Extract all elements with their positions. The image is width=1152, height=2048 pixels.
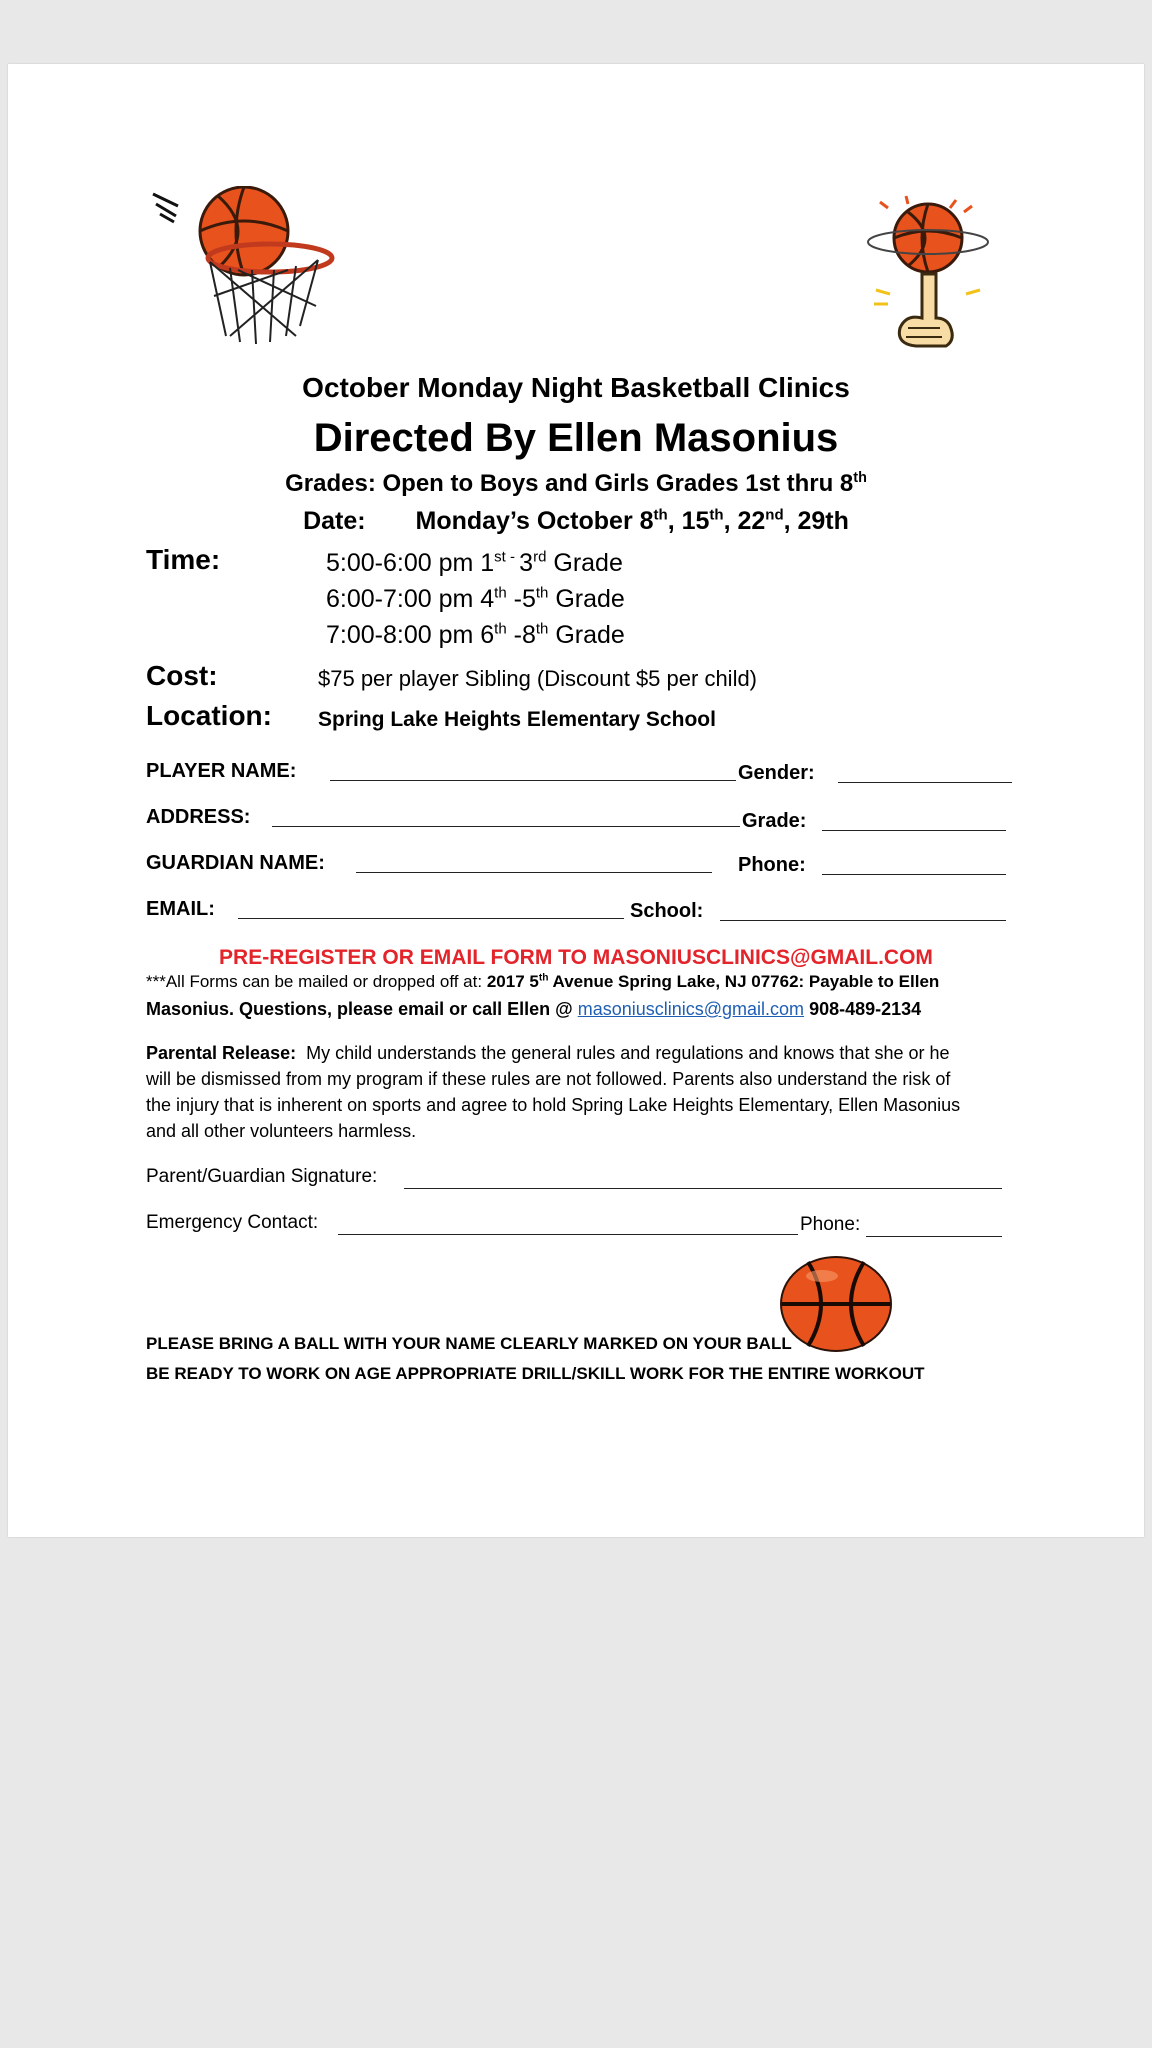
emergency-contact-label: Emergency Contact: xyxy=(146,1212,319,1233)
gender-field[interactable] xyxy=(838,782,1012,783)
contact-phone: 908-489-2134 xyxy=(809,999,922,1019)
questions-text: Masonius. Questions, please email or call Ellen @ xyxy=(146,999,573,1019)
emergency-phone-label: Phone: xyxy=(800,1214,861,1235)
basketball-icon xyxy=(778,1254,894,1354)
school-field[interactable] xyxy=(720,920,1006,921)
date-sup-3: nd xyxy=(765,506,784,524)
schedule-time: 7:00-8:00 pm 6 xyxy=(326,621,495,649)
guardian-name-label: GUARDIAN NAME: xyxy=(146,852,325,874)
emergency-contact-field[interactable] xyxy=(338,1234,798,1235)
schedule-sup: th xyxy=(535,584,549,602)
schedule-sup: rd xyxy=(533,548,547,566)
mail-info-prefix: ***All Forms can be mailed or dropped off at: xyxy=(146,972,483,991)
grades-text: Open to Boys and Girls Grades 1st thru 8 xyxy=(382,470,854,497)
date-line xyxy=(0,507,1152,536)
schedule-mid: -5 xyxy=(506,585,536,613)
schedule-sup: th xyxy=(535,620,549,638)
schedule-grade: Grade xyxy=(546,549,623,577)
mail-info-line-1 xyxy=(146,972,939,992)
parent-signature-field[interactable] xyxy=(404,1188,1002,1189)
release-text-1: My child understands the general rules and regulations and knows that she or he xyxy=(306,1043,950,1063)
schedule-row-2 xyxy=(326,585,625,614)
email-link[interactable]: masoniusclinics@gmail.com xyxy=(577,999,805,1019)
release-line-1 xyxy=(146,1040,1026,1066)
mail-info-line-2 xyxy=(146,999,921,1020)
date-2: , 15 xyxy=(667,507,710,535)
footer-line-1: PLEASE BRING A BALL WITH YOUR NAME CLEARLY MARKED ON YOUR BALL xyxy=(146,1334,792,1353)
schedule-time: 5:00-6:00 pm 1 xyxy=(326,549,495,577)
cost-label: Cost: xyxy=(146,660,218,691)
date-label: Date: xyxy=(303,507,366,535)
date-sup-2: th xyxy=(709,506,724,524)
phone-label: Phone: xyxy=(738,854,806,876)
release-line-4: and all other volunteers harmless. xyxy=(146,1121,417,1141)
date-prefix: Monday’s October 8 xyxy=(415,507,654,535)
mail-address-a: 2017 5 xyxy=(486,972,539,991)
location-value: Spring Lake Heights Elementary School xyxy=(318,708,716,731)
phone-field[interactable] xyxy=(822,874,1006,875)
mail-address-b: Avenue Spring Lake, NJ 07762: Payable to Ellen xyxy=(548,972,940,991)
clinic-title: October Monday Night Basketball Clinics xyxy=(302,372,850,403)
email-label: EMAIL: xyxy=(146,898,215,920)
schedule-row-1 xyxy=(326,549,623,578)
gender-label: Gender: xyxy=(738,762,815,784)
emergency-phone-field[interactable] xyxy=(866,1236,1002,1237)
release-line-2: will be dismissed from my program if these rules are not followed. Parents also understand the risk of xyxy=(146,1069,951,1089)
schedule-sup: th xyxy=(494,584,507,602)
player-name-field[interactable] xyxy=(330,780,736,781)
preregister-banner: PRE-REGISTER OR EMAIL FORM TO MASONIUSCLINICS@GMAIL.COM xyxy=(219,946,933,969)
guardian-name-field[interactable] xyxy=(356,872,712,873)
address-label: ADDRESS: xyxy=(146,806,251,828)
basketball-hoop-icon xyxy=(148,186,338,346)
footer-line-2: BE READY TO WORK ON AGE APPROPRIATE DRILL/SKILL WORK FOR THE ENTIRE WORKOUT xyxy=(146,1364,925,1383)
schedule-mid: -8 xyxy=(506,621,536,649)
schedule-row-3 xyxy=(326,621,625,650)
grades-sup: th xyxy=(853,470,867,486)
grade-label: Grade: xyxy=(742,810,807,832)
mail-address-sup: th xyxy=(538,972,549,984)
grade-field[interactable] xyxy=(822,830,1006,831)
schedule-sup: st - xyxy=(494,548,520,566)
date-3: , 22 xyxy=(723,507,766,535)
director-heading: Directed By Ellen Masonius xyxy=(313,416,839,460)
spinning-basketball-finger-icon xyxy=(856,194,996,354)
date-4: , 29th xyxy=(783,507,849,535)
schedule-grade: Grade xyxy=(548,585,625,613)
grades-line xyxy=(0,470,1152,498)
email-field[interactable] xyxy=(238,918,624,919)
time-label: Time: xyxy=(146,544,221,575)
schedule-time: 6:00-7:00 pm 4 xyxy=(326,585,495,613)
schedule-mid: 3 xyxy=(519,549,534,577)
parental-release xyxy=(146,1040,1026,1144)
cost-value: $75 per player Sibling (Discount $5 per child) xyxy=(318,666,758,691)
release-line-3: the injury that is inherent on sports and agree to hold Spring Lake Heights Elementary, Ellen Masonius xyxy=(146,1095,961,1115)
schedule-sup: th xyxy=(494,620,507,638)
address-field[interactable] xyxy=(272,826,740,827)
release-label: Parental Release: xyxy=(146,1043,297,1063)
schedule-grade: Grade xyxy=(548,621,625,649)
school-label: School: xyxy=(630,900,704,922)
player-name-label: PLAYER NAME: xyxy=(146,760,297,782)
parent-signature-label: Parent/Guardian Signature: xyxy=(146,1166,378,1187)
date-sup-1: th xyxy=(653,506,668,524)
grades-label: Grades: xyxy=(285,470,376,497)
location-label: Location: xyxy=(146,700,272,731)
